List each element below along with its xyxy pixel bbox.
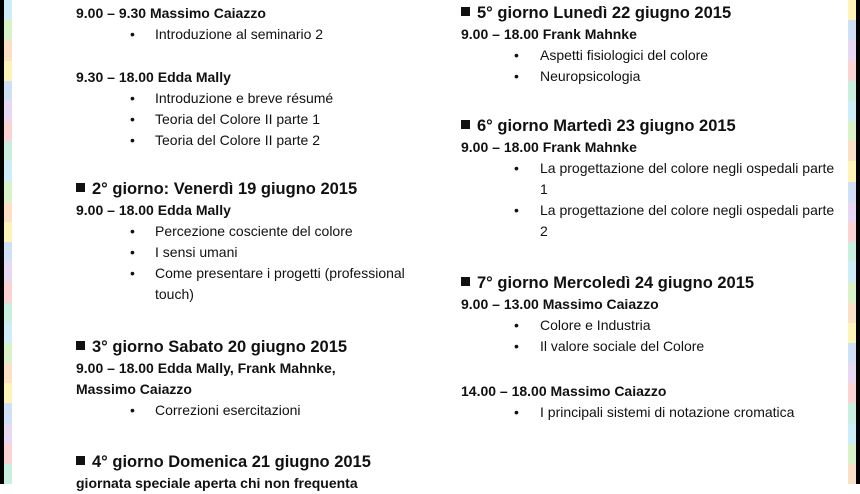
frame-stripe [848,202,856,222]
day-3-block [76,336,436,421]
day-2-title: 2° giorno: Venerdì 19 giugno 2015 [76,178,436,200]
day-7-title: 7° giorno Mercoledì 24 giugno 2015 [461,272,841,294]
frame-stripe [4,323,12,343]
topic-item: • I sensi umani [76,242,436,263]
day-4-note: giornata speciale aperta chi non frequenta [76,475,358,491]
frame-stripe [848,464,856,484]
day-5-title: 5° giorno Lunedì 22 giugno 2015 [461,2,841,24]
frame-stripe [4,141,12,161]
session-day7-afternoon [461,381,841,423]
topic-item: • Neuropsicologia [461,66,841,87]
session-time: 9.00 – 18.00 Frank Mahnke [461,26,637,42]
frame-stripe [4,61,12,81]
frame-stripe [848,323,856,343]
frame-stripe [848,403,856,423]
left-column [76,0,436,491]
frame-stripe [848,424,856,444]
square-bullet-icon [76,183,85,192]
session-time: 9.00 – 13.00 Massimo Caiazzo [461,296,659,312]
frame-stripe [4,303,12,323]
frame-stripe [4,424,12,444]
topic-list [76,221,436,305]
topic-item: • Come presentare i progetti (professional touch) [76,263,436,305]
session-time: 14.00 – 18.00 Massimo Caiazzo [461,383,667,399]
square-bullet-icon [76,341,85,350]
frame-stripe [848,222,856,242]
frame-stripe [4,444,12,464]
session-time-continued: Massimo Caiazzo [76,381,192,397]
frame-stripe [4,383,12,403]
day-7-block [461,272,841,357]
topic-item: • Percezione cosciente del colore [76,221,436,242]
square-bullet-icon [461,277,470,286]
frame-stripe [848,242,856,262]
topic-item: • Aspetti fisiologici del colore [461,45,841,66]
session-time: 9.00 – 9.30 Massimo Caiazzo [76,5,266,21]
frame-stripe [848,0,856,20]
right-color-frame [848,0,860,484]
topic-list [461,45,841,87]
day-3-title: 3° giorno Sabato 20 giugno 2015 [76,336,436,358]
frame-stripe [4,222,12,242]
frame-stripe [4,81,12,101]
frame-stripe [4,464,12,484]
left-color-frame [0,0,12,484]
topic-item: • I principali sistemi di notazione cromatica [461,402,841,423]
frame-stripe [848,20,856,40]
topic-item: • Introduzione al seminario 2 [76,24,436,45]
topic-list [76,24,436,45]
topic-item: • Teoria del Colore II parte 2 [76,130,436,151]
topic-list [76,88,436,151]
topic-list [461,402,841,423]
frame-stripe [4,343,12,363]
day-4-title: 4° giorno Domenica 21 giugno 2015 [76,451,436,473]
topic-list [461,158,841,242]
frame-stripe [848,262,856,282]
topic-item: • Correzioni esercitazioni [76,400,436,421]
square-bullet-icon [461,120,470,129]
frame-stripe [848,61,856,81]
frame-stripe [848,343,856,363]
frame-stripe [848,141,856,161]
session-day1-intro [76,3,436,45]
frame-stripe [4,202,12,222]
frame-stripe [4,0,12,20]
frame-stripe [4,262,12,282]
frame-stripe [4,20,12,40]
day-5-block [461,2,841,87]
frame-stripe [4,282,12,302]
frame-stripe [848,363,856,383]
session-time: 9.00 – 18.00 Frank Mahnke [461,139,637,155]
square-bullet-icon [461,7,470,16]
session-time: 9.00 – 18.00 Edda Mally, Frank Mahnke, [76,360,336,376]
day-4-block [76,451,436,494]
right-column [461,0,841,484]
day-6-title: 6° giorno Martedì 23 giugno 2015 [461,115,841,137]
frame-stripe [4,121,12,141]
topic-item: • Colore e Industria [461,315,841,336]
topic-list [76,400,436,421]
frame-stripe [848,282,856,302]
session-day1-main [76,67,436,151]
session-time: 9.00 – 18.00 Edda Mally [76,202,231,218]
frame-stripe [4,101,12,121]
square-bullet-icon [76,456,85,465]
frame-stripe [848,182,856,202]
topic-item: • Teoria del Colore II parte 1 [76,109,436,130]
topic-item: • Introduzione e breve résumé [76,88,436,109]
frame-stripe [4,363,12,383]
frame-stripe [848,303,856,323]
topic-item: • La progettazione del colore negli ospedali parte 2 [461,200,841,242]
frame-stripe [4,161,12,181]
session-time: 9.30 – 18.00 Edda Mally [76,69,231,85]
topic-list [461,315,841,357]
frame-stripe [848,81,856,101]
day-2-block [76,178,436,305]
frame-stripe [848,121,856,141]
topic-item: • La progettazione del colore negli ospedali parte 1 [461,158,841,200]
frame-stripe [4,182,12,202]
frame-stripe [848,444,856,464]
frame-stripe [848,101,856,121]
frame-stripe [848,40,856,60]
frame-stripe [848,161,856,181]
day-6-block [461,115,841,242]
frame-stripe [4,40,12,60]
frame-stripe [4,242,12,262]
frame-stripe [4,403,12,423]
frame-stripe [848,383,856,403]
topic-item: • Il valore sociale del Colore [461,336,841,357]
